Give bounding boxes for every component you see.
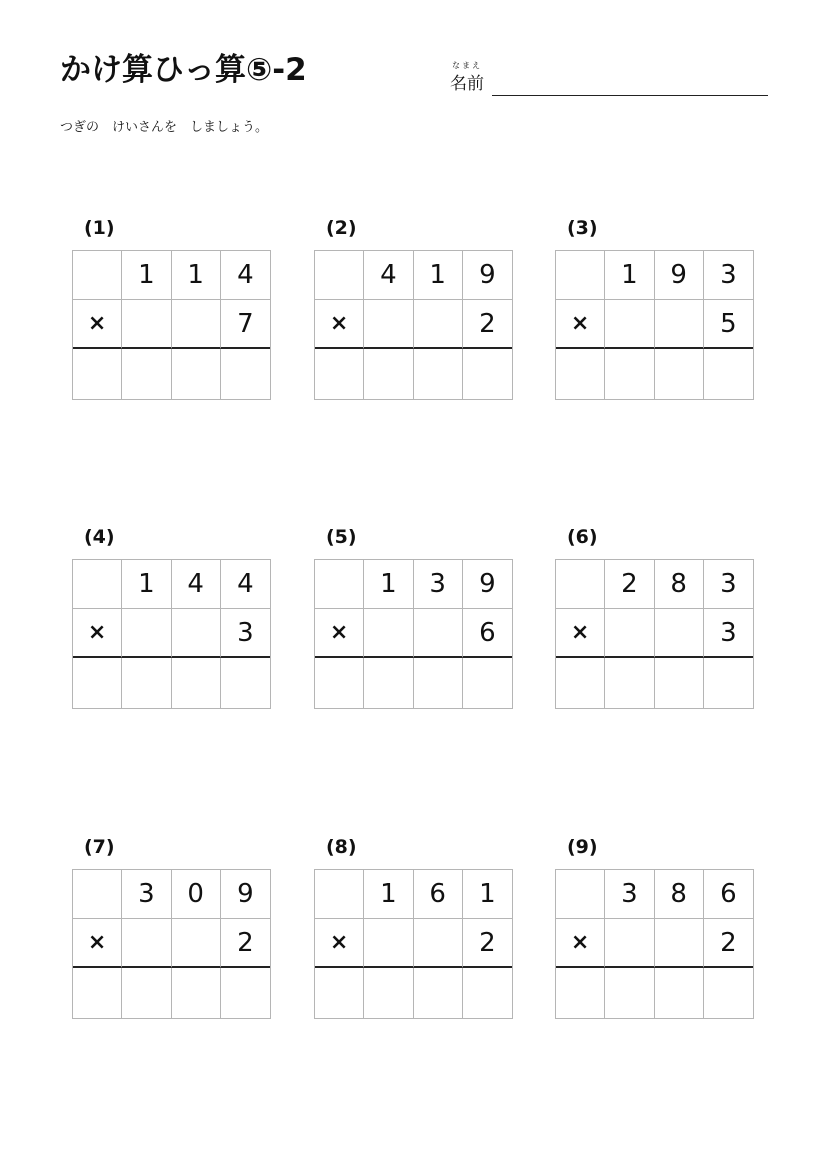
multiply-sign: × [556, 609, 605, 658]
multiplier-cell: 5 [704, 300, 753, 349]
answer-cell[interactable] [655, 658, 704, 708]
empty-cell [364, 919, 413, 968]
answer-cell[interactable] [122, 658, 171, 708]
instruction-text: つぎの けいさんを しましょう。 [60, 120, 269, 135]
empty-cell [172, 919, 221, 968]
digit-cell: 2 [605, 560, 654, 609]
answer-cell[interactable] [556, 968, 605, 1018]
name-input-line[interactable] [492, 95, 768, 96]
empty-cell [655, 919, 704, 968]
calc-grid [555, 559, 754, 709]
empty-cell [172, 609, 221, 658]
multiplier-cell: 2 [463, 919, 512, 968]
answer-cell[interactable] [704, 658, 753, 708]
empty-cell [414, 300, 463, 349]
answer-cell[interactable] [221, 658, 270, 708]
digit-cell: 4 [221, 251, 270, 300]
calc-grid [555, 250, 754, 400]
empty-cell [414, 609, 463, 658]
digit-cell: 3 [122, 870, 171, 919]
multiplier-cell: 2 [221, 919, 270, 968]
digit-cell: 1 [364, 870, 413, 919]
answer-cell[interactable] [73, 968, 122, 1018]
problem-label: (8) [326, 836, 357, 858]
multiply-sign: × [315, 919, 364, 968]
problem-label: (1) [84, 217, 115, 239]
multiply-sign: × [315, 300, 364, 349]
problem-label: (6) [567, 526, 598, 548]
digit-cell: 1 [172, 251, 221, 300]
digit-cell: 6 [704, 870, 753, 919]
multiply-sign: × [73, 919, 122, 968]
multiplier-cell: 2 [463, 300, 512, 349]
digit-cell: 4 [221, 560, 270, 609]
problem-label: (5) [326, 526, 357, 548]
empty-cell [556, 870, 605, 919]
calc-grid [555, 869, 754, 1019]
empty-cell [172, 300, 221, 349]
digit-cell: 8 [655, 870, 704, 919]
calc-grid [314, 559, 513, 709]
answer-cell[interactable] [221, 349, 270, 399]
answer-cell[interactable] [605, 349, 654, 399]
multiplier-cell: 2 [704, 919, 753, 968]
answer-cell[interactable] [221, 968, 270, 1018]
answer-cell[interactable] [463, 968, 512, 1018]
answer-cell[interactable] [605, 658, 654, 708]
name-ruby: なまえ [452, 61, 482, 70]
multiplier-cell: 6 [463, 609, 512, 658]
answer-cell[interactable] [73, 349, 122, 399]
calc-grid [314, 250, 513, 400]
empty-cell [122, 919, 171, 968]
digit-cell: 1 [122, 560, 171, 609]
answer-cell[interactable] [315, 349, 364, 399]
empty-cell [605, 300, 654, 349]
name-field [450, 60, 770, 100]
multiply-sign: × [73, 300, 122, 349]
empty-cell [122, 609, 171, 658]
empty-cell [655, 300, 704, 349]
multiplier-cell: 3 [221, 609, 270, 658]
calc-grid [314, 869, 513, 1019]
empty-cell [556, 560, 605, 609]
answer-cell[interactable] [172, 658, 221, 708]
multiply-sign: × [556, 919, 605, 968]
digit-cell: 3 [605, 870, 654, 919]
digit-cell: 3 [704, 251, 753, 300]
answer-cell[interactable] [122, 349, 171, 399]
calc-grid [72, 250, 271, 400]
answer-cell[interactable] [414, 658, 463, 708]
page-title: かけ算ひっ算⑤-2 [60, 52, 307, 88]
empty-cell [122, 300, 171, 349]
problem-label: (2) [326, 217, 357, 239]
empty-cell [364, 609, 413, 658]
answer-cell[interactable] [414, 968, 463, 1018]
digit-cell: 3 [414, 560, 463, 609]
answer-cell[interactable] [172, 349, 221, 399]
answer-cell[interactable] [122, 968, 171, 1018]
empty-cell [73, 560, 122, 609]
multiply-sign: × [315, 609, 364, 658]
digit-cell: 6 [414, 870, 463, 919]
empty-cell [73, 870, 122, 919]
answer-cell[interactable] [605, 968, 654, 1018]
digit-cell: 1 [414, 251, 463, 300]
empty-cell [73, 251, 122, 300]
answer-cell[interactable] [172, 968, 221, 1018]
digit-cell: 9 [463, 560, 512, 609]
answer-cell[interactable] [556, 349, 605, 399]
empty-cell [315, 560, 364, 609]
empty-cell [315, 251, 364, 300]
answer-cell[interactable] [655, 349, 704, 399]
problem-label: (9) [567, 836, 598, 858]
digit-cell: 9 [463, 251, 512, 300]
empty-cell [556, 251, 605, 300]
answer-cell[interactable] [556, 658, 605, 708]
digit-cell: 1 [605, 251, 654, 300]
answer-cell[interactable] [73, 658, 122, 708]
empty-cell [605, 609, 654, 658]
digit-cell: 4 [364, 251, 413, 300]
digit-cell: 0 [172, 870, 221, 919]
problem-label: (3) [567, 217, 598, 239]
name-label: 名前 [450, 74, 484, 94]
multiplier-cell: 7 [221, 300, 270, 349]
empty-cell [364, 300, 413, 349]
empty-cell [315, 870, 364, 919]
digit-cell: 1 [463, 870, 512, 919]
digit-cell: 9 [221, 870, 270, 919]
multiplier-cell: 3 [704, 609, 753, 658]
digit-cell: 1 [122, 251, 171, 300]
multiply-sign: × [73, 609, 122, 658]
answer-cell[interactable] [704, 349, 753, 399]
digit-cell: 4 [172, 560, 221, 609]
multiply-sign: × [556, 300, 605, 349]
answer-cell[interactable] [364, 968, 413, 1018]
answer-cell[interactable] [463, 349, 512, 399]
calc-grid [72, 559, 271, 709]
empty-cell [605, 919, 654, 968]
answer-cell[interactable] [315, 968, 364, 1018]
digit-cell: 3 [704, 560, 753, 609]
calc-grid [72, 869, 271, 1019]
answer-cell[interactable] [364, 658, 413, 708]
digit-cell: 8 [655, 560, 704, 609]
answer-cell[interactable] [463, 658, 512, 708]
problem-label: (4) [84, 526, 115, 548]
problem-label: (7) [84, 836, 115, 858]
empty-cell [414, 919, 463, 968]
empty-cell [655, 609, 704, 658]
answer-cell[interactable] [704, 968, 753, 1018]
digit-cell: 9 [655, 251, 704, 300]
answer-cell[interactable] [364, 349, 413, 399]
answer-cell[interactable] [414, 349, 463, 399]
answer-cell[interactable] [655, 968, 704, 1018]
digit-cell: 1 [364, 560, 413, 609]
answer-cell[interactable] [315, 658, 364, 708]
